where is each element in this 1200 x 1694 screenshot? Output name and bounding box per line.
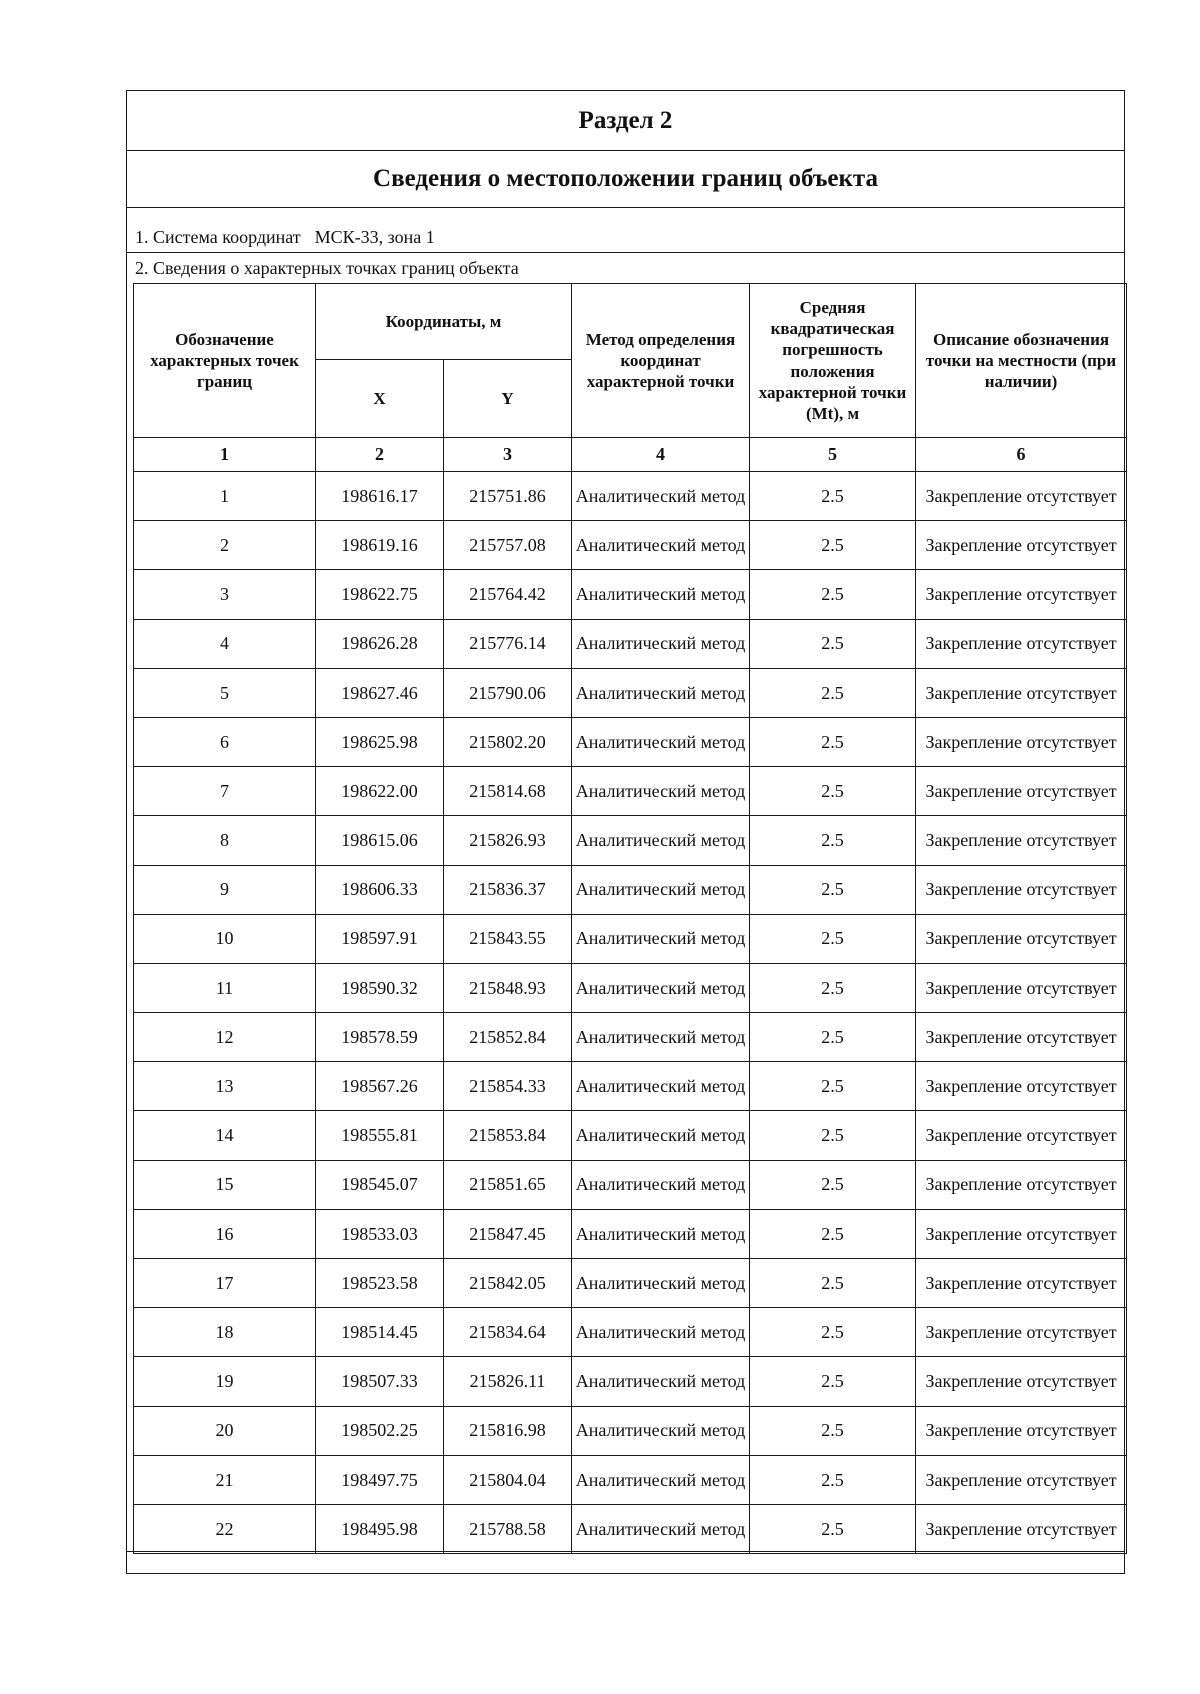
x-coordinate-cell: 198497.75 bbox=[316, 1455, 444, 1504]
point-number-cell: 9 bbox=[134, 865, 316, 914]
description-cell: Закрепление отсутствует bbox=[916, 717, 1127, 766]
method-cell: Аналитический метод bbox=[572, 570, 750, 619]
table-row bbox=[134, 1013, 1127, 1062]
table-row bbox=[134, 816, 1127, 865]
accuracy-cell: 2.5 bbox=[750, 570, 916, 619]
column-number: 3 bbox=[444, 438, 572, 472]
accuracy-cell: 2.5 bbox=[750, 1406, 916, 1455]
point-number-cell: 6 bbox=[134, 717, 316, 766]
accuracy-cell: 2.5 bbox=[750, 472, 916, 521]
column-number: 1 bbox=[134, 438, 316, 472]
header-description: Описание обозначения точки на местности (при наличии) bbox=[916, 284, 1127, 438]
table-row bbox=[134, 767, 1127, 816]
table-row bbox=[134, 1357, 1127, 1406]
table-row bbox=[134, 1504, 1127, 1553]
table-row bbox=[134, 963, 1127, 1012]
point-number-cell: 3 bbox=[134, 570, 316, 619]
table-row bbox=[134, 472, 1127, 521]
method-cell: Аналитический метод bbox=[572, 1357, 750, 1406]
x-coordinate-cell: 198606.33 bbox=[316, 865, 444, 914]
point-number-cell: 20 bbox=[134, 1406, 316, 1455]
x-coordinate-cell: 198523.58 bbox=[316, 1259, 444, 1308]
header-y: Y bbox=[444, 360, 572, 438]
method-cell: Аналитический метод bbox=[572, 1013, 750, 1062]
description-cell: Закрепление отсутствует bbox=[916, 472, 1127, 521]
description-cell: Закрепление отсутствует bbox=[916, 1308, 1127, 1357]
table-row bbox=[134, 521, 1127, 570]
method-cell: Аналитический метод bbox=[572, 914, 750, 963]
point-number-cell: 16 bbox=[134, 1209, 316, 1258]
point-number-cell: 4 bbox=[134, 619, 316, 668]
x-coordinate-cell: 198502.25 bbox=[316, 1406, 444, 1455]
y-coordinate-cell: 215790.06 bbox=[444, 668, 572, 717]
description-cell: Закрепление отсутствует bbox=[916, 865, 1127, 914]
x-coordinate-cell: 198495.98 bbox=[316, 1504, 444, 1553]
point-number-cell: 17 bbox=[134, 1259, 316, 1308]
coordinate-system-line bbox=[127, 208, 1124, 253]
y-coordinate-cell: 215851.65 bbox=[444, 1160, 572, 1209]
header-accuracy: Средняя квадратическая погрешность положения характерной точки (Mt), м bbox=[750, 284, 916, 438]
table-row bbox=[134, 1455, 1127, 1504]
header-coordinates: Координаты, м bbox=[316, 284, 572, 360]
table-row bbox=[134, 865, 1127, 914]
x-coordinate-cell: 198533.03 bbox=[316, 1209, 444, 1258]
table-row bbox=[134, 1111, 1127, 1160]
method-cell: Аналитический метод bbox=[572, 1504, 750, 1553]
point-number-cell: 7 bbox=[134, 767, 316, 816]
description-cell: Закрепление отсутствует bbox=[916, 914, 1127, 963]
accuracy-cell: 2.5 bbox=[750, 914, 916, 963]
description-cell: Закрепление отсутствует bbox=[916, 1455, 1127, 1504]
y-coordinate-cell: 215836.37 bbox=[444, 865, 572, 914]
accuracy-cell: 2.5 bbox=[750, 865, 916, 914]
x-coordinate-cell: 198507.33 bbox=[316, 1357, 444, 1406]
point-number-cell: 5 bbox=[134, 668, 316, 717]
table-row bbox=[134, 619, 1127, 668]
method-cell: Аналитический метод bbox=[572, 1406, 750, 1455]
accuracy-cell: 2.5 bbox=[750, 1259, 916, 1308]
coordinate-system-label: 1. Система координат bbox=[135, 227, 301, 247]
x-coordinate-cell: 198622.00 bbox=[316, 767, 444, 816]
y-coordinate-cell: 215852.84 bbox=[444, 1013, 572, 1062]
y-coordinate-cell: 215757.08 bbox=[444, 521, 572, 570]
column-number: 6 bbox=[916, 438, 1127, 472]
method-cell: Аналитический метод bbox=[572, 1455, 750, 1504]
method-cell: Аналитический метод bbox=[572, 1209, 750, 1258]
method-cell: Аналитический метод bbox=[572, 521, 750, 570]
method-cell: Аналитический метод bbox=[572, 668, 750, 717]
description-cell: Закрепление отсутствует bbox=[916, 1160, 1127, 1209]
y-coordinate-cell: 215826.11 bbox=[444, 1357, 572, 1406]
accuracy-cell: 2.5 bbox=[750, 619, 916, 668]
x-coordinate-cell: 198616.17 bbox=[316, 472, 444, 521]
method-cell: Аналитический метод bbox=[572, 963, 750, 1012]
accuracy-cell: 2.5 bbox=[750, 1209, 916, 1258]
accuracy-cell: 2.5 bbox=[750, 1013, 916, 1062]
method-cell: Аналитический метод bbox=[572, 619, 750, 668]
description-cell: Закрепление отсутствует bbox=[916, 1259, 1127, 1308]
x-coordinate-cell: 198555.81 bbox=[316, 1111, 444, 1160]
table-row bbox=[134, 1160, 1127, 1209]
table-row bbox=[134, 1259, 1127, 1308]
empty-footer-row bbox=[127, 1551, 1124, 1573]
accuracy-cell: 2.5 bbox=[750, 1111, 916, 1160]
x-coordinate-cell: 198627.46 bbox=[316, 668, 444, 717]
header-method: Метод определения координат характерной точки bbox=[572, 284, 750, 438]
x-coordinate-cell: 198567.26 bbox=[316, 1062, 444, 1111]
description-cell: Закрепление отсутствует bbox=[916, 1406, 1127, 1455]
accuracy-cell: 2.5 bbox=[750, 1062, 916, 1111]
point-number-cell: 10 bbox=[134, 914, 316, 963]
y-coordinate-cell: 215816.98 bbox=[444, 1406, 572, 1455]
x-coordinate-cell: 198597.91 bbox=[316, 914, 444, 963]
y-coordinate-cell: 215764.42 bbox=[444, 570, 572, 619]
accuracy-cell: 2.5 bbox=[750, 816, 916, 865]
point-number-cell: 14 bbox=[134, 1111, 316, 1160]
method-cell: Аналитический метод bbox=[572, 1259, 750, 1308]
point-number-cell: 18 bbox=[134, 1308, 316, 1357]
table-row bbox=[134, 570, 1127, 619]
method-cell: Аналитический метод bbox=[572, 1160, 750, 1209]
description-cell: Закрепление отсутствует bbox=[916, 1209, 1127, 1258]
x-coordinate-cell: 198619.16 bbox=[316, 521, 444, 570]
x-coordinate-cell: 198615.06 bbox=[316, 816, 444, 865]
description-cell: Закрепление отсутствует bbox=[916, 1062, 1127, 1111]
y-coordinate-cell: 215751.86 bbox=[444, 472, 572, 521]
x-coordinate-cell: 198625.98 bbox=[316, 717, 444, 766]
point-number-cell: 11 bbox=[134, 963, 316, 1012]
description-cell: Закрепление отсутствует bbox=[916, 767, 1127, 816]
description-cell: Закрепление отсутствует bbox=[916, 963, 1127, 1012]
y-coordinate-cell: 215826.93 bbox=[444, 816, 572, 865]
y-coordinate-cell: 215802.20 bbox=[444, 717, 572, 766]
table-row bbox=[134, 914, 1127, 963]
document-frame bbox=[126, 90, 1125, 1574]
description-cell: Закрепление отсутствует bbox=[916, 1504, 1127, 1553]
x-coordinate-cell: 198622.75 bbox=[316, 570, 444, 619]
point-number-cell: 1 bbox=[134, 472, 316, 521]
boundary-points-table bbox=[133, 283, 1127, 1554]
method-cell: Аналитический метод bbox=[572, 865, 750, 914]
table-row bbox=[134, 1406, 1127, 1455]
x-coordinate-cell: 198578.59 bbox=[316, 1013, 444, 1062]
section-title: Раздел 2 bbox=[127, 91, 1124, 151]
point-number-cell: 21 bbox=[134, 1455, 316, 1504]
y-coordinate-cell: 215842.05 bbox=[444, 1259, 572, 1308]
method-cell: Аналитический метод bbox=[572, 816, 750, 865]
description-cell: Закрепление отсутствует bbox=[916, 619, 1127, 668]
method-cell: Аналитический метод bbox=[572, 472, 750, 521]
header-designation: Обозначение характерных точек границ bbox=[134, 284, 316, 438]
x-coordinate-cell: 198626.28 bbox=[316, 619, 444, 668]
table-row bbox=[134, 1209, 1127, 1258]
table-row bbox=[134, 717, 1127, 766]
y-coordinate-cell: 215788.58 bbox=[444, 1504, 572, 1553]
description-cell: Закрепление отсутствует bbox=[916, 1013, 1127, 1062]
description-cell: Закрепление отсутствует bbox=[916, 1357, 1127, 1406]
description-cell: Закрепление отсутствует bbox=[916, 521, 1127, 570]
points-heading: 2. Сведения о характерных точках границ объекта bbox=[135, 257, 519, 278]
column-number: 4 bbox=[572, 438, 750, 472]
y-coordinate-cell: 215848.93 bbox=[444, 963, 572, 1012]
description-cell: Закрепление отсутствует bbox=[916, 816, 1127, 865]
table-row bbox=[134, 1062, 1127, 1111]
column-number-row bbox=[134, 438, 1127, 472]
accuracy-cell: 2.5 bbox=[750, 1504, 916, 1553]
column-number: 2 bbox=[316, 438, 444, 472]
description-cell: Закрепление отсутствует bbox=[916, 570, 1127, 619]
description-cell: Закрепление отсутствует bbox=[916, 1111, 1127, 1160]
method-cell: Аналитический метод bbox=[572, 1062, 750, 1111]
description-cell: Закрепление отсутствует bbox=[916, 668, 1127, 717]
accuracy-cell: 2.5 bbox=[750, 521, 916, 570]
point-number-cell: 13 bbox=[134, 1062, 316, 1111]
point-number-cell: 12 bbox=[134, 1013, 316, 1062]
x-coordinate-cell: 198545.07 bbox=[316, 1160, 444, 1209]
y-coordinate-cell: 215847.45 bbox=[444, 1209, 572, 1258]
y-coordinate-cell: 215854.33 bbox=[444, 1062, 572, 1111]
table-row bbox=[134, 1308, 1127, 1357]
table-row bbox=[134, 668, 1127, 717]
method-cell: Аналитический метод bbox=[572, 1111, 750, 1160]
column-number: 5 bbox=[750, 438, 916, 472]
accuracy-cell: 2.5 bbox=[750, 1455, 916, 1504]
header-x: X bbox=[316, 360, 444, 438]
method-cell: Аналитический метод bbox=[572, 1308, 750, 1357]
accuracy-cell: 2.5 bbox=[750, 963, 916, 1012]
accuracy-cell: 2.5 bbox=[750, 767, 916, 816]
accuracy-cell: 2.5 bbox=[750, 1308, 916, 1357]
y-coordinate-cell: 215804.04 bbox=[444, 1455, 572, 1504]
x-coordinate-cell: 198590.32 bbox=[316, 963, 444, 1012]
coordinate-system-value: МСК-33, зона 1 bbox=[314, 227, 435, 247]
y-coordinate-cell: 215834.64 bbox=[444, 1308, 572, 1357]
y-coordinate-cell: 215843.55 bbox=[444, 914, 572, 963]
point-number-cell: 22 bbox=[134, 1504, 316, 1553]
y-coordinate-cell: 215814.68 bbox=[444, 767, 572, 816]
accuracy-cell: 2.5 bbox=[750, 1357, 916, 1406]
point-number-cell: 15 bbox=[134, 1160, 316, 1209]
method-cell: Аналитический метод bbox=[572, 767, 750, 816]
document-subtitle: Сведения о местоположении границ объекта bbox=[127, 151, 1124, 208]
point-number-cell: 8 bbox=[134, 816, 316, 865]
y-coordinate-cell: 215853.84 bbox=[444, 1111, 572, 1160]
x-coordinate-cell: 198514.45 bbox=[316, 1308, 444, 1357]
accuracy-cell: 2.5 bbox=[750, 668, 916, 717]
point-number-cell: 2 bbox=[134, 521, 316, 570]
accuracy-cell: 2.5 bbox=[750, 1160, 916, 1209]
method-cell: Аналитический метод bbox=[572, 717, 750, 766]
y-coordinate-cell: 215776.14 bbox=[444, 619, 572, 668]
point-number-cell: 19 bbox=[134, 1357, 316, 1406]
accuracy-cell: 2.5 bbox=[750, 717, 916, 766]
